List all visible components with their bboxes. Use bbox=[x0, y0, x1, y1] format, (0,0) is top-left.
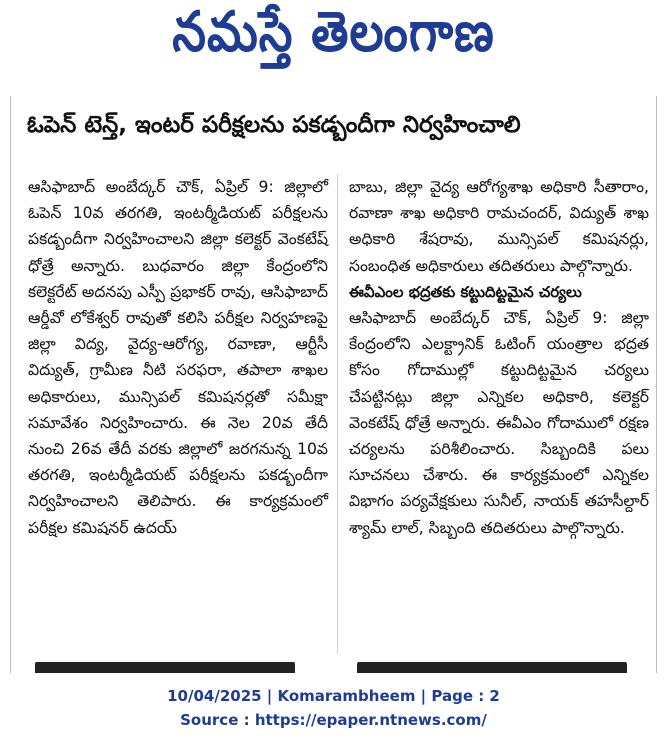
footer-source: Source : https://epaper.ntnews.com/ bbox=[180, 711, 487, 729]
cutoff-text-right bbox=[357, 662, 627, 673]
newspaper-logo: నమస్తే తెలంగాణ bbox=[172, 0, 495, 65]
article-right-column bbox=[349, 174, 649, 541]
article-clipping bbox=[10, 96, 657, 673]
right-column-text-1: బాబు, జిల్లా వైద్య ఆరోగ్యశాఖ అధికారి సీతారాం, రవాణా శాఖ అధికారి రామచందర్, విద్యుత్ శాఖ అధికారి శేషరావు, మున్సిపల్ కమిషనర్లు, సంబంధిత అధికారులు తదితరులు పాల్గొన్నారు. bbox=[349, 178, 649, 275]
masthead bbox=[0, 0, 667, 74]
article-subheading: ఈవీఎంల భద్రతకు కట్టుదిట్టమైన చర్యలు bbox=[349, 282, 582, 301]
left-column-text: ఆసిఫాబాద్ అంబేద్కర్ చౌక్, ఏప్రిల్ 9: జిల్లాలో ఓపెన్ 10వ తరగతి, ఇంటర్మీడియట్ పరీక్షలను పకడ్బందీగా నిర్వహించాలని జిల్లా కలెక్టర్ వెంకటేష్ ధోత్రే అన్నారు. బుధవారం జిల్లా కేంద్రంలోని కలెక్టరేట్ అదనపు ఎస్పీ ప్రభాకర్ రావు, ఆసిఫాబాద్ ఆర్డీవో లోకేశ్వర్ రావుతో కలిసి పరీక్షల నిర్వహణపై జిల్లా విద్య, వైద్య-ఆరోగ్య, రవాణా, ఆర్టీసీ విద్యుత్, గ్రామీణ నీటి సరఫరా, తపాలా శాఖల అధికారులు, మున్సిపల్ కమిషనర్లతో సమీక్షా సమావేశం నిర్వహించారు. ఈ నెల 20వ తేదీ నుంచి 26వ తేదీ వరకు జిల్లాలో జరగనున్న 10వ తరగతి, ఇంటర్మీడియట్ పరీక్షలను పకడ్బందీగా నిర్వహించాలని తెలిపారు. ఈ కార్యక్రమంలో పరీక్షల కమిషనర్ ఉదయ్ bbox=[28, 178, 328, 537]
column-divider bbox=[337, 174, 338, 654]
cutoff-text-left bbox=[35, 662, 295, 673]
article-left-column bbox=[28, 174, 328, 541]
footer-edition-info: 10/04/2025 | Komarambheem | Page : 2 bbox=[167, 687, 500, 705]
article-headline: ఓపెన్ టెన్త్, ఇంటర్ పరీక్షలను పకడ్బందీగా నిర్వహించాలి bbox=[27, 112, 521, 138]
right-column-text-2: ఆసిఫాబాద్ అంబేద్కర్ చౌక్, ఏప్రిల్ 9: జిల్లా కేంద్రంలోని ఎలక్ట్రానిక్ ఓటింగ్ యంత్రాల భద్రత కోసం గోదాముల్లో కట్టుదిట్టమైన చర్యలు చేపట్టినట్లు జిల్లా ఎన్నికల అధికారి, కలెక్టర్ వెంకటేష్ ధోత్రే అన్నారు. ఈవీఎం గోదాములో రక్షణ చర్యలను పరిశీలించారు. సిబ్బందికి పలు సూచనలు చేశారు. ఈ కార్యక్రమంలో ఎన్నికల విభాగం పర్యవేక్షకులు సునీల్, నాయక్ తహసీల్దార్ శ్యామ్ లాల్, సిబ్బంది తదితరులు పాల్గొన్నారు. bbox=[349, 309, 649, 537]
footer bbox=[0, 684, 667, 732]
